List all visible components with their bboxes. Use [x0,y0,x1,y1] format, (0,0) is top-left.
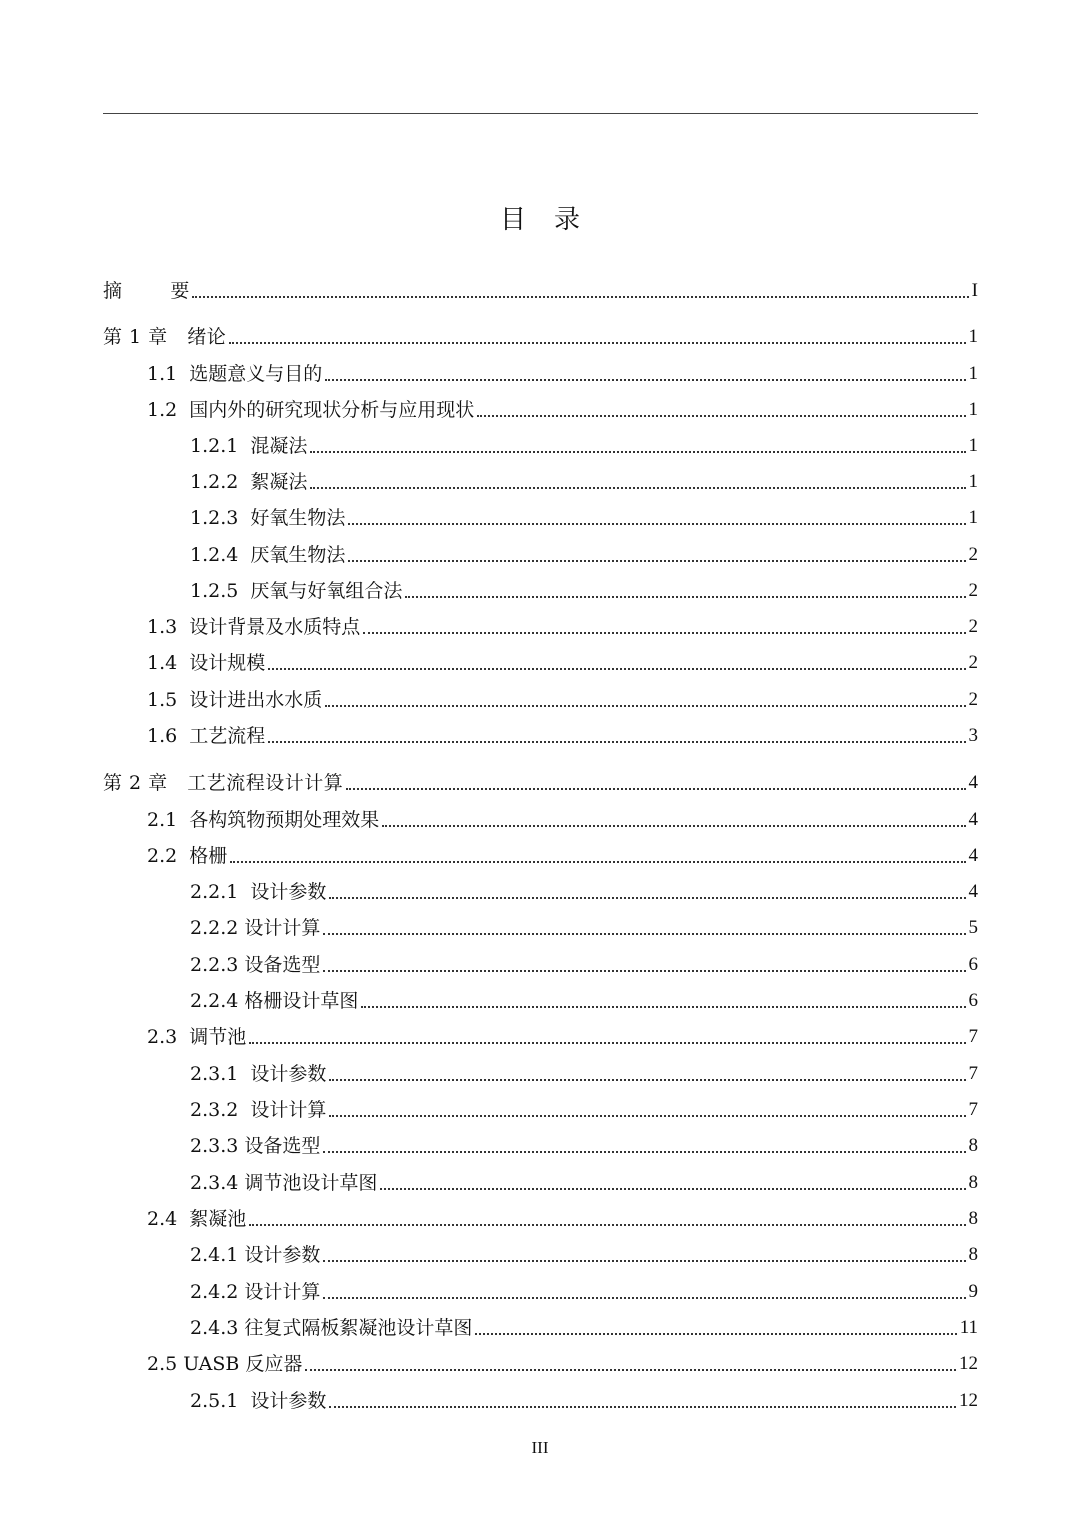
toc-entry-label: 1.2.1 混凝法 [190,435,308,457]
toc-entry[interactable] [147,719,978,749]
toc-entry-page-number: 6 [968,954,978,975]
toc-entry[interactable] [147,1347,978,1377]
toc-dot-leader [229,342,965,344]
toc-entry[interactable] [190,538,978,568]
page-title: 目录 [499,205,608,235]
toc-entry-label: 摘 要 [103,280,190,302]
toc-entry-label: 1.5 设计进出水水质 [147,689,323,711]
toc-entry-page-number: 9 [968,1281,978,1302]
toc-entry-page-number: 12 [959,1353,978,1374]
toc-entry-label: 1.3 设计背景及水质特点 [147,616,361,638]
toc-entry[interactable] [147,803,978,833]
toc-entry-page-number: 2 [968,689,978,710]
toc-entry-label: 1.2 国内外的研究现状分析与应用现状 [147,399,475,421]
toc-entry-label: 2.2.2 设计计算 [190,917,321,939]
toc-entry-label: 第 2 章 工艺流程设计计算 [103,772,344,794]
toc-entry-page-number: 4 [968,845,978,866]
toc-entry[interactable] [190,875,978,905]
toc-dot-leader [323,1151,965,1153]
toc-dot-leader [192,296,968,298]
toc-entry-page-number: 7 [968,1099,978,1120]
toc-entry-label: 2.3.1 设计参数 [190,1063,327,1085]
toc-entry-page-number: 1 [968,471,978,492]
toc-entry[interactable] [103,320,978,350]
toc-entry-label: 1.2.4 厌氧生物法 [190,544,346,566]
toc-dot-leader [325,379,965,381]
toc-entry-page-number: 2 [968,580,978,601]
toc-entry-page-number: 5 [968,917,978,938]
toc-entry-page-number: 1 [968,507,978,528]
toc-entry-page-number: 8 [968,1172,978,1193]
toc-dot-leader [323,933,965,935]
toc-dot-leader [310,451,965,453]
toc-entry-page-number: 2 [968,544,978,565]
toc-dot-leader [346,788,965,790]
toc-entry-label: 2.2.4 格栅设计草图 [190,990,359,1012]
toc-entry[interactable] [147,357,978,387]
toc-entry[interactable] [190,948,978,978]
toc-dot-leader [323,1260,965,1262]
toc-entry-page-number: 6 [968,990,978,1011]
toc-dot-leader [325,705,965,707]
toc-entry-label: 第 1 章 绪论 [103,326,227,348]
toc-dot-leader [329,1115,965,1117]
toc-entry-label: 2.3.4 调节池设计草图 [190,1172,378,1194]
toc-entry[interactable] [190,465,978,495]
toc-dot-leader [268,668,965,670]
toc-dot-leader [323,1297,965,1299]
toc-dot-leader [323,970,965,972]
toc-entry-page-number: 1 [968,435,978,456]
toc-entry[interactable] [190,429,978,459]
toc-dot-leader [329,1406,956,1408]
toc-entry-label: 1.2.5 厌氧与好氧组合法 [190,580,403,602]
toc-entry[interactable] [147,839,978,869]
toc-entry-label: 2.3.2 设计计算 [190,1099,327,1121]
toc-dot-leader [329,1079,965,1081]
toc-entry[interactable] [147,646,978,676]
toc-entry[interactable] [190,1166,978,1196]
toc-entry-page-number: 7 [968,1063,978,1084]
toc-entry[interactable] [190,501,978,531]
toc-entry[interactable] [147,393,978,423]
toc-dot-leader [310,487,965,489]
toc-entry-label: 2.3 调节池 [147,1026,247,1048]
toc-entry-page-number: 8 [968,1208,978,1229]
toc-entry-page-number: 4 [968,881,978,902]
toc-dot-leader [382,825,965,827]
toc-entry-page-number: I [971,280,978,301]
toc-entry[interactable] [103,274,978,304]
toc-entry[interactable] [190,1057,978,1087]
toc-entry-label: 1.6 工艺流程 [147,725,266,747]
toc-entry-label: 2.5.1 设计参数 [190,1390,327,1412]
toc-entry[interactable] [190,984,978,1014]
toc-entry[interactable] [103,766,978,796]
toc-entry-label: 2.3.3 设备选型 [190,1135,321,1157]
toc-entry[interactable] [147,1202,978,1232]
toc-entry-label: 2.4.1 设计参数 [190,1244,321,1266]
toc-dot-leader [249,1042,965,1044]
toc-entry-label: 1.1 选题意义与目的 [147,363,323,385]
toc-dot-leader [305,1369,956,1371]
toc-entry-page-number: 1 [968,326,978,347]
toc-entry-page-number: 8 [968,1135,978,1156]
toc-entry-page-number: 11 [959,1317,978,1338]
toc-entry[interactable] [147,610,978,640]
toc-entry-page-number: 1 [968,399,978,420]
toc-entry-label: 1.4 设计规模 [147,652,266,674]
toc-dot-leader [361,1006,965,1008]
toc-entry-page-number: 4 [968,772,978,793]
toc-dot-leader [477,415,965,417]
toc-dot-leader [348,560,965,562]
footer-page-number: III [531,1438,549,1457]
toc-entry-label: 1.2.2 絮凝法 [190,471,308,493]
toc-entry[interactable] [190,1311,978,1341]
toc-entry-label: 2.4.2 设计计算 [190,1281,321,1303]
toc-dot-leader [348,523,965,525]
toc-entry-label: 2.5 UASB 反应器 [147,1353,303,1375]
toc-entry[interactable] [190,911,978,941]
toc-entry-label: 2.2 格栅 [147,845,228,867]
toc-entry-page-number: 1 [968,363,978,384]
toc-entry-page-number: 2 [968,652,978,673]
toc-entry-page-number: 8 [968,1244,978,1265]
toc-dot-leader [363,632,965,634]
toc-entry-page-number: 4 [968,809,978,830]
toc-entry-label: 2.2.3 设备选型 [190,954,321,976]
toc-entry[interactable] [190,1093,978,1123]
toc-entry-page-number: 3 [968,725,978,746]
toc-entry[interactable] [190,1275,978,1305]
toc-entry-label: 2.4.3 往复式隔板絮凝池设计草图 [190,1317,473,1339]
toc-entry-page-number: 12 [959,1390,978,1411]
toc-dot-leader [380,1188,965,1190]
toc-dot-leader [329,897,965,899]
toc-entry-label: 1.2.3 好氧生物法 [190,507,346,529]
toc-entry[interactable] [190,1238,978,1268]
toc-entry[interactable] [190,1384,978,1414]
toc-entry-label: 2.1 各构筑物预期处理效果 [147,809,380,831]
toc-entry[interactable] [190,1129,978,1159]
toc-dot-leader [249,1224,965,1226]
toc-entry[interactable] [147,683,978,713]
toc-entry-page-number: 2 [968,616,978,637]
toc-entry[interactable] [147,1020,978,1050]
toc-dot-leader [230,861,965,863]
toc-entry-page-number: 7 [968,1026,978,1047]
toc-entry-label: 2.2.1 设计参数 [190,881,327,903]
toc-entry-label: 2.4 絮凝池 [147,1208,247,1230]
toc-dot-leader [405,596,965,598]
toc-dot-leader [475,1333,956,1335]
toc-dot-leader [268,741,965,743]
toc-entry[interactable] [190,574,978,604]
